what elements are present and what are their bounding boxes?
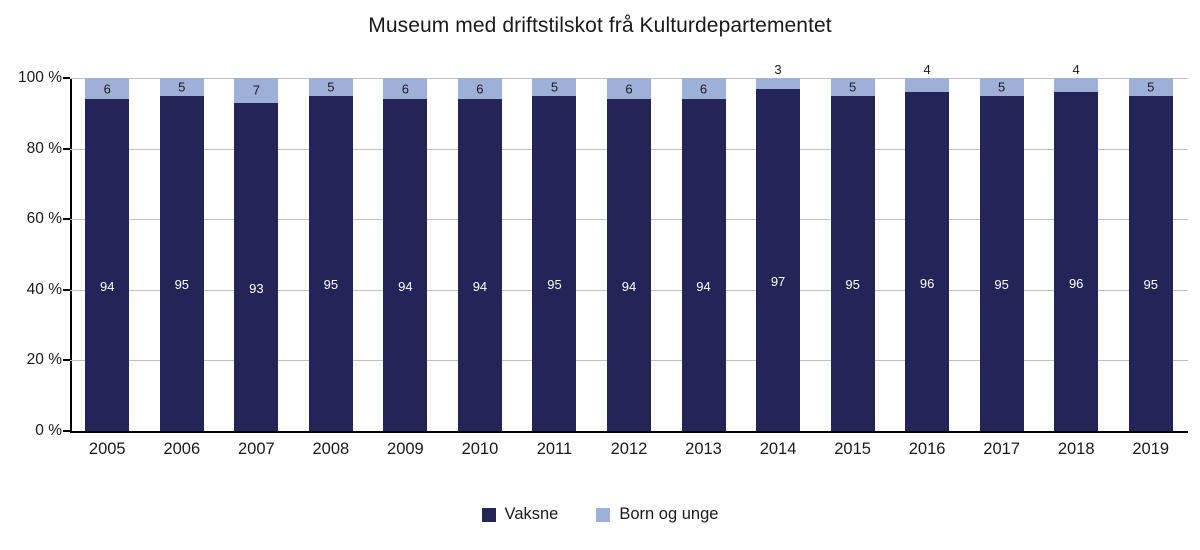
bar-value-label: 95 xyxy=(1143,277,1158,293)
bar-segment-born-og-unge[interactable] xyxy=(160,78,204,96)
bar-slot xyxy=(70,78,145,431)
y-axis-tick xyxy=(63,148,70,150)
bar-value-label: 95 xyxy=(845,277,860,293)
bar-value-label: 94 xyxy=(100,279,115,295)
bar-segment-vaksne[interactable] xyxy=(831,96,875,431)
bar-value-label: 5 xyxy=(178,79,186,95)
bar-segment-born-og-unge[interactable] xyxy=(383,78,427,99)
bar-segment-vaksne[interactable] xyxy=(458,99,502,431)
x-axis-tick-label: 2010 xyxy=(461,440,499,458)
y-axis-tick-label: 80 % xyxy=(26,139,62,157)
bar-slot xyxy=(368,78,443,431)
bar-value-label: 94 xyxy=(472,279,488,295)
legend-swatch xyxy=(482,508,496,522)
stacked-bar[interactable] xyxy=(905,62,949,431)
legend-label: Vaksne xyxy=(504,505,559,523)
y-axis-tick-label: 20 % xyxy=(26,351,62,369)
bar-value-label: 95 xyxy=(994,277,1009,293)
bar-segment-vaksne[interactable] xyxy=(756,89,800,431)
bar-slot xyxy=(294,78,369,431)
bar-value-label: 95 xyxy=(547,277,562,293)
x-axis-tick-label: 2017 xyxy=(983,440,1020,458)
bar-value-label: 6 xyxy=(625,81,633,97)
bar-value-label: 5 xyxy=(848,79,857,95)
bar-value-label: 5 xyxy=(327,79,335,95)
x-axis-tick-label: 2009 xyxy=(387,440,424,458)
x-axis-tick-label: 2019 xyxy=(1132,440,1170,458)
stacked-bar[interactable] xyxy=(682,78,726,431)
bar-segment-vaksne[interactable] xyxy=(1054,92,1098,431)
bar-value-label: 6 xyxy=(476,81,484,97)
bar-segment-born-og-unge[interactable] xyxy=(1129,78,1173,96)
x-axis-labels xyxy=(70,440,1188,459)
bar-segment-born-og-unge[interactable] xyxy=(756,62,800,89)
bar-value-label: 94 xyxy=(398,279,413,295)
x-axis-tick-label: 2018 xyxy=(1057,440,1095,458)
bar-value-label: 4 xyxy=(1072,62,1080,78)
stacked-bar[interactable] xyxy=(85,78,129,431)
bar-segment-born-og-unge[interactable] xyxy=(905,62,949,92)
y-axis-tick-label: 60 % xyxy=(26,210,62,228)
y-axis-tick xyxy=(63,289,70,291)
bar-segment-vaksne[interactable] xyxy=(532,96,576,431)
stacked-bar[interactable] xyxy=(383,78,427,431)
bar-segment-vaksne[interactable] xyxy=(905,92,949,431)
bars-group xyxy=(70,62,1188,431)
bar-value-label: 7 xyxy=(252,82,260,98)
stacked-bar[interactable] xyxy=(160,78,204,431)
stacked-bar[interactable] xyxy=(309,78,353,431)
legend-item[interactable] xyxy=(482,505,559,524)
bar-slot xyxy=(517,78,592,431)
bar-value-label: 95 xyxy=(174,277,190,293)
bar-value-label: 3 xyxy=(774,62,782,78)
bar-segment-vaksne[interactable] xyxy=(234,103,278,431)
bar-segment-vaksne[interactable] xyxy=(1129,96,1173,431)
x-axis-tick-label: 2006 xyxy=(163,440,201,458)
bar-value-label: 94 xyxy=(696,279,711,295)
stacked-bar[interactable] xyxy=(831,78,875,431)
stacked-bar[interactable] xyxy=(607,78,651,431)
bar-value-label: 6 xyxy=(401,81,409,97)
bar-value-label: 96 xyxy=(919,275,935,291)
x-axis-tick-label: 2013 xyxy=(685,440,722,458)
y-axis-labels xyxy=(0,69,62,439)
bar-slot xyxy=(443,78,518,431)
x-axis-tick-label: 2016 xyxy=(908,440,946,458)
stacked-bar[interactable] xyxy=(1129,78,1173,431)
x-axis-tick-label: 2015 xyxy=(834,440,871,458)
x-axis-tick-label: 2014 xyxy=(759,440,797,458)
bar-value-label: 5 xyxy=(550,79,559,95)
stacked-bar[interactable] xyxy=(234,78,278,431)
bar-value-label: 5 xyxy=(1147,79,1155,95)
bar-segment-born-og-unge[interactable] xyxy=(458,78,502,99)
bar-slot xyxy=(145,78,220,431)
bar-slot xyxy=(1039,62,1114,431)
bar-slot xyxy=(741,62,816,431)
legend-swatch xyxy=(596,508,610,522)
bar-segment-born-og-unge[interactable] xyxy=(682,78,726,99)
stacked-bar[interactable] xyxy=(756,62,800,431)
bar-value-label: 95 xyxy=(323,277,339,293)
x-axis-tick-label: 2011 xyxy=(536,440,573,458)
bar-value-label: 6 xyxy=(699,81,708,97)
bar-segment-vaksne[interactable] xyxy=(160,96,204,431)
bar-value-label: 4 xyxy=(923,62,931,78)
stacked-bar[interactable] xyxy=(458,78,502,431)
bar-segment-vaksne[interactable] xyxy=(383,99,427,431)
y-axis-tick-label: 0 % xyxy=(35,422,62,439)
bar-segment-vaksne[interactable] xyxy=(682,99,726,431)
bar-value-label: 97 xyxy=(770,274,786,290)
bar-segment-born-og-unge[interactable] xyxy=(980,78,1024,96)
bar-value-label: 93 xyxy=(249,280,264,296)
y-axis-tick xyxy=(63,77,70,79)
bar-value-label: 5 xyxy=(998,79,1006,95)
y-axis-tick xyxy=(63,218,70,220)
bar-segment-born-og-unge[interactable] xyxy=(1054,62,1098,92)
bar-segment-vaksne[interactable] xyxy=(980,96,1024,431)
bar-segment-vaksne[interactable] xyxy=(85,99,129,431)
bar-segment-born-og-unge[interactable] xyxy=(532,78,576,96)
bar-segment-born-og-unge[interactable] xyxy=(234,78,278,103)
bar-segment-born-og-unge[interactable] xyxy=(85,78,129,99)
y-axis-tick xyxy=(63,430,70,432)
y-axis-tick-label: 40 % xyxy=(26,280,62,298)
chart-title: Museum med driftstilskot frå Kulturdepartementet xyxy=(368,14,832,37)
bar-segment-vaksne[interactable] xyxy=(309,96,353,431)
y-axis-tick-label: 100 % xyxy=(18,69,62,86)
bar-slot xyxy=(815,78,890,431)
legend-label: Born og unge xyxy=(619,505,719,523)
x-axis-line xyxy=(70,431,1188,433)
bar-segment-vaksne[interactable] xyxy=(607,99,651,431)
bar-slot xyxy=(592,78,667,431)
bar-segment-born-og-unge[interactable] xyxy=(831,78,875,96)
bar-value-label: 6 xyxy=(103,81,111,97)
bar-segment-born-og-unge[interactable] xyxy=(309,78,353,96)
bar-slot xyxy=(219,78,294,431)
bar-slot xyxy=(666,78,741,431)
y-axis-tick xyxy=(63,359,70,361)
stacked-bar[interactable] xyxy=(1054,62,1098,431)
chart-legend xyxy=(0,505,1200,524)
legend-item[interactable] xyxy=(596,505,718,524)
stacked-bar[interactable] xyxy=(980,78,1024,431)
x-axis-tick-label: 2012 xyxy=(610,440,648,458)
x-axis-tick-label: 2008 xyxy=(312,440,350,458)
bar-value-label: 94 xyxy=(621,279,637,295)
bar-slot xyxy=(1113,78,1188,431)
stacked-bar[interactable] xyxy=(532,78,576,431)
bar-slot xyxy=(964,78,1039,431)
bar-value-label: 96 xyxy=(1068,275,1084,291)
x-axis-tick-label: 2007 xyxy=(237,440,275,458)
bar-slot xyxy=(890,62,965,431)
bar-segment-born-og-unge[interactable] xyxy=(607,78,651,99)
x-axis-tick-label: 2005 xyxy=(88,440,126,458)
